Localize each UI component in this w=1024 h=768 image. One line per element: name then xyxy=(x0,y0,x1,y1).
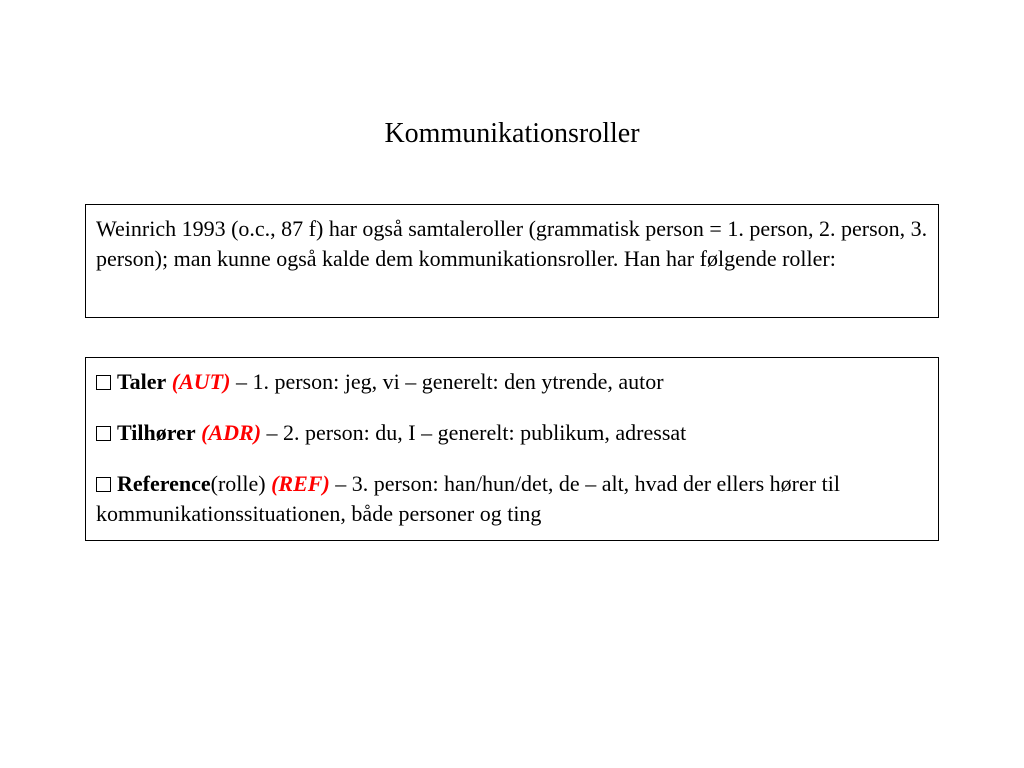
role-description: – 1. person: jeg, vi – generelt: den ytrende, autor xyxy=(235,369,664,394)
intro-text: Weinrich 1993 (o.c., 87 f) har også samtaleroller (grammatisk person = 1. person, 2. person, 3. person); man kunne også kalde dem kommunikationsroller. Han har følgende roller: xyxy=(96,216,928,271)
role-description: – 2. person: du, I – generelt: publikum, adressat xyxy=(266,420,687,445)
roles-box xyxy=(85,357,939,541)
role-item-tilhorer xyxy=(96,418,928,448)
role-code: (REF) xyxy=(271,471,330,496)
role-name-suffix: (rolle) xyxy=(210,471,266,496)
role-name: Taler xyxy=(117,369,167,394)
role-item-taler xyxy=(96,367,928,397)
square-bullet-icon xyxy=(96,426,111,441)
square-bullet-icon xyxy=(96,375,111,390)
role-code: (ADR) xyxy=(201,420,262,445)
intro-box xyxy=(85,204,939,318)
role-description: – 3. person: han/hun/det, de – alt, hvad der ellers hører til kommunikationssituationen, både personer og ting xyxy=(96,471,840,526)
role-item-reference xyxy=(96,469,928,529)
square-bullet-icon xyxy=(96,477,111,492)
role-code: (AUT) xyxy=(171,369,231,394)
role-name: Reference xyxy=(117,471,211,496)
slide-title: Kommunikationsroller xyxy=(384,118,640,149)
role-name: Tilhører xyxy=(117,420,196,445)
